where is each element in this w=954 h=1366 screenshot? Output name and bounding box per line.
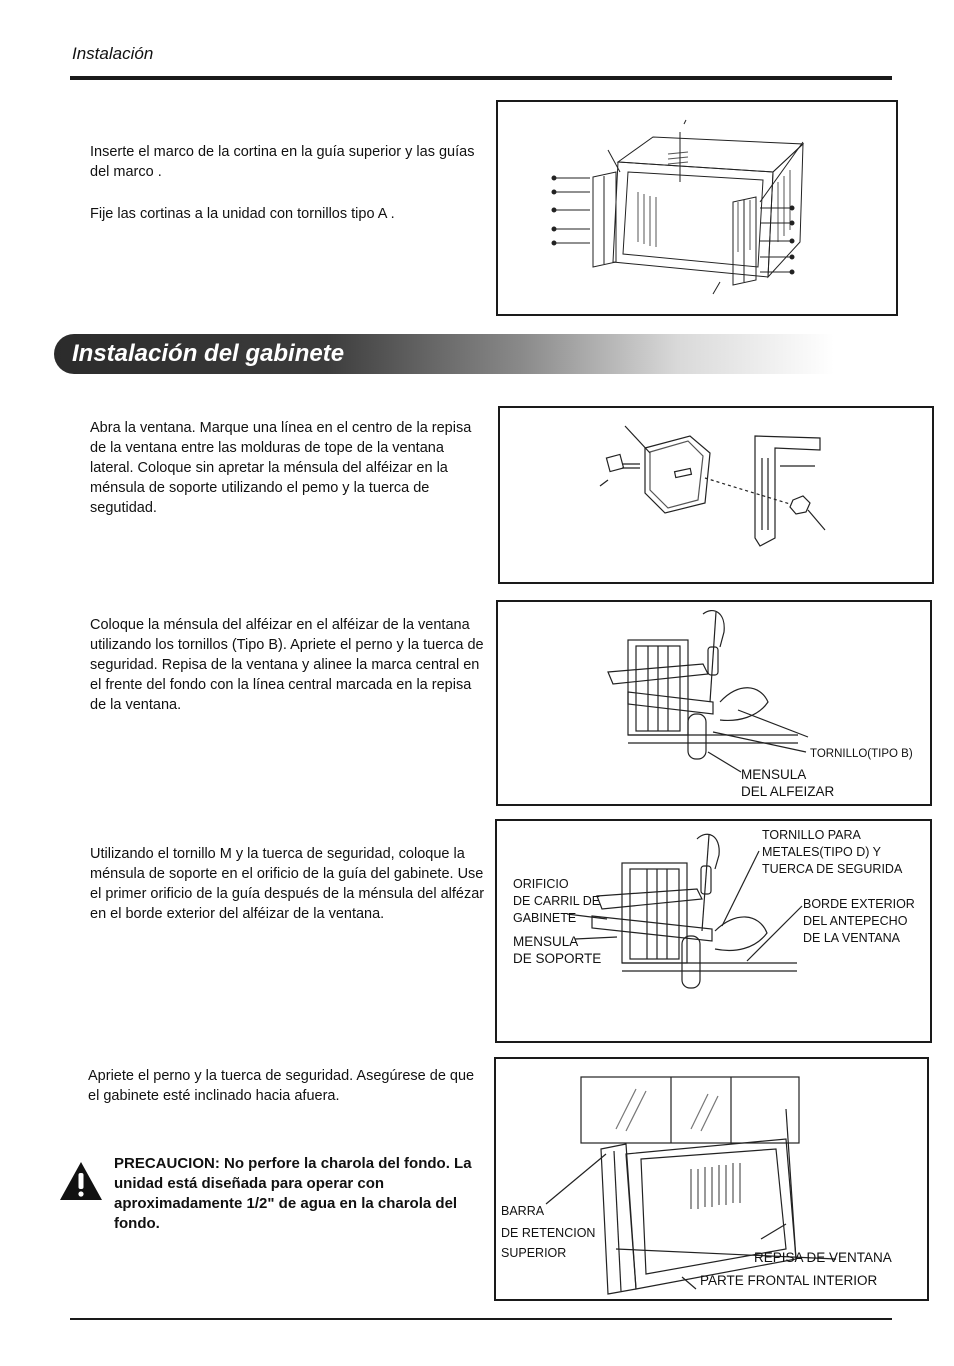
- curtain-paragraph-1: Inserte el marco de la cortina en la guía superior y las guías del marco .: [90, 144, 475, 180]
- bracket-bolt-illustration: [500, 408, 932, 582]
- sill-bracket-illustration: [498, 602, 930, 804]
- step4-sill-label: REPISA DE VENTANA: [754, 1250, 892, 1265]
- step1-paragraph: Abra la ventana. Marque una línea en el centro de la repisa de la ventana entre las molduras de tope de la ventana lateral. Coloque sin apretar la ménsula del alféizar en la ménsula de soporte utilizando el pemo y la tuerca de segutidad.: [90, 420, 472, 516]
- step4-paragraph: Apriete el perno y la tuerca de seguridad. Asegúrese de que el gabinete esté inclinado hacia afuera.: [88, 1068, 475, 1104]
- step3-edge-label-1: BORDE EXTERIOR: [803, 897, 915, 911]
- step3-hole-label-3: GABINETE: [513, 911, 577, 925]
- step3-edge-label-2: DEL ANTEPECHO: [803, 914, 908, 928]
- step4-bar-label-3: SUPERIOR: [501, 1246, 567, 1260]
- caution-text: PRECAUCION: No perfore la charola del fondo. La unidad está diseñada para operar con aproximadamente 1/2" de agua en la charola del fondo.: [114, 1155, 472, 1232]
- cabinet-curtain-illustration: [498, 102, 896, 314]
- step3-screw-label-1: TORNILLO PARA: [762, 828, 861, 842]
- step4-bar-label-1: BARRA: [501, 1204, 545, 1218]
- step4-figure: [494, 1057, 929, 1301]
- step3-support-label-1: MENSULA: [513, 934, 579, 949]
- curtain-figure: [496, 100, 898, 316]
- step3-support-label-2: DE SOPORTE: [513, 951, 602, 966]
- step2-bracket-label-1: MENSULA: [741, 767, 807, 782]
- step4-front-label: PARTE FRONTAL INTERIOR: [700, 1273, 878, 1288]
- step3-screw-label-3: TUERCA DE SEGURIDA: [762, 862, 903, 876]
- section-banner-title: Instalación del gabinete: [72, 340, 345, 367]
- step3-edge-label-3: DE LA VENTANA: [803, 931, 901, 945]
- curtain-paragraph-2: Fije las cortinas a la unidad con tornillos tipo A .: [90, 206, 395, 222]
- step3-screw-label-2: METALES(TIPO D) Y: [762, 845, 882, 859]
- page-header-title: Instalación: [72, 44, 154, 63]
- step3-paragraph: Utilizando el tornillo M y la tuerca de seguridad, coloque la ménsula de soporte en el orificio de la guía del gabinete. Use el primer orificio de la guía después de la ménsula del alfézar en el borde exterior del alféizar de la ventana.: [90, 846, 485, 922]
- step2-figure: [496, 600, 932, 806]
- footer-divider: [70, 1318, 892, 1320]
- step2-paragraph: Coloque la ménsula del alféizar en el alféizar de la ventana utilizando los tornillos (Tipo B). Apriete el perno y la tuerca de seguridad. Repisa de la ventana y alinee la marca central en el frente del fondo con la línea central marcada en la repisa de la ventana.: [90, 617, 484, 713]
- step3-hole-label-2: DE CARRIL DE: [513, 894, 601, 908]
- step4-bar-label-2: DE RETENCION: [501, 1226, 596, 1240]
- step2-bracket-label-2: DEL ALFEIZAR: [741, 784, 835, 799]
- warning-icon: [58, 1160, 104, 1202]
- step3-hole-label-1: ORIFICIO: [513, 877, 569, 891]
- step1-figure: [498, 406, 934, 584]
- step3-figure: [495, 819, 932, 1043]
- header-divider: [70, 76, 892, 80]
- step2-screw-label: TORNILLO(TIPO B): [810, 748, 913, 760]
